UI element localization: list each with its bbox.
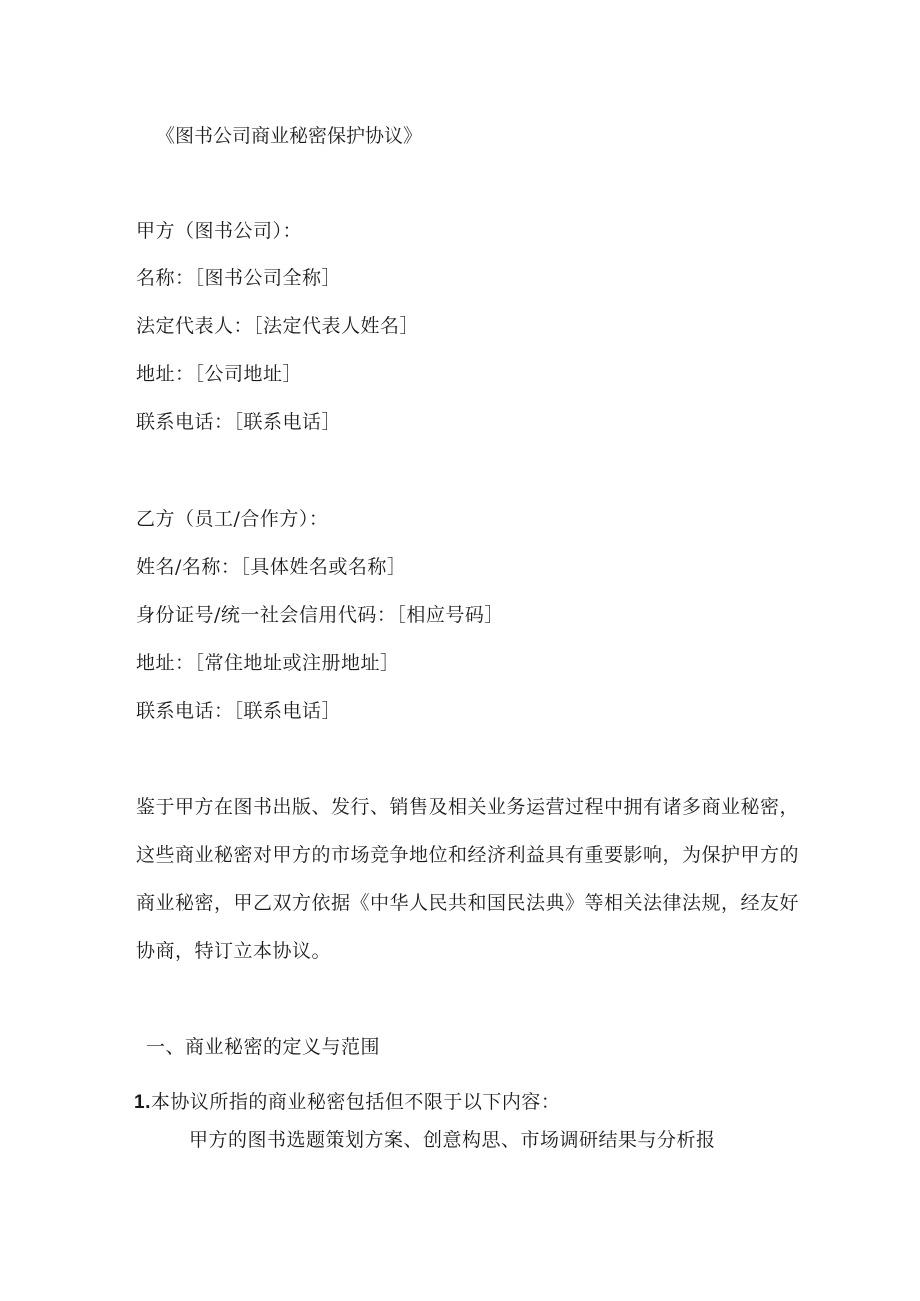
preamble-line: 商业秘密，甲乙双方依据《中华人民共和国民法典》等相关法律法规，经友好	[136, 892, 800, 914]
party-b-address: 地址：［常住地址或注册地址］	[136, 652, 400, 674]
clause-text: 本协议所指的商业秘密包括但不限于以下内容：	[150, 1091, 561, 1113]
party-b-phone: 联系电话：［联系电话］	[136, 700, 342, 722]
party-b-heading: 乙方（员工/合作方）：	[136, 508, 329, 530]
party-a-name: 名称：［图书公司全称］	[136, 267, 342, 289]
clause-number: 1.	[134, 1092, 151, 1113]
clause-1-item: 甲方的图书选题策划方案、创意构思、市场调研结果与分析报	[189, 1129, 716, 1151]
preamble-line: 这些商业秘密对甲方的市场竞争地位和经济利益具有重要影响，为保护甲方的	[136, 844, 800, 866]
section-1-heading: 一、商业秘密的定义与范围	[146, 1036, 381, 1058]
document-title: 《图书公司商业秘密保护协议》	[156, 125, 423, 147]
party-a-legal-rep: 法定代表人：［法定代表人姓名］	[136, 315, 420, 337]
preamble-line: 鉴于甲方在图书出版、发行、销售及相关业务运营过程中拥有诸多商业秘密，	[136, 796, 800, 818]
preamble-line: 协商，特订立本协议。	[136, 940, 332, 962]
party-b-id-number: 身份证号/统一社会信用代码：［相应号码］	[136, 604, 504, 626]
party-a-address: 地址：［公司地址］	[136, 363, 303, 385]
party-a-phone: 联系电话：［联系电话］	[136, 411, 342, 433]
clause-1	[134, 1090, 560, 1115]
party-b-name: 姓名/名称：［具体姓名或名称］	[136, 556, 407, 578]
party-a-heading: 甲方（图书公司）：	[136, 220, 303, 242]
